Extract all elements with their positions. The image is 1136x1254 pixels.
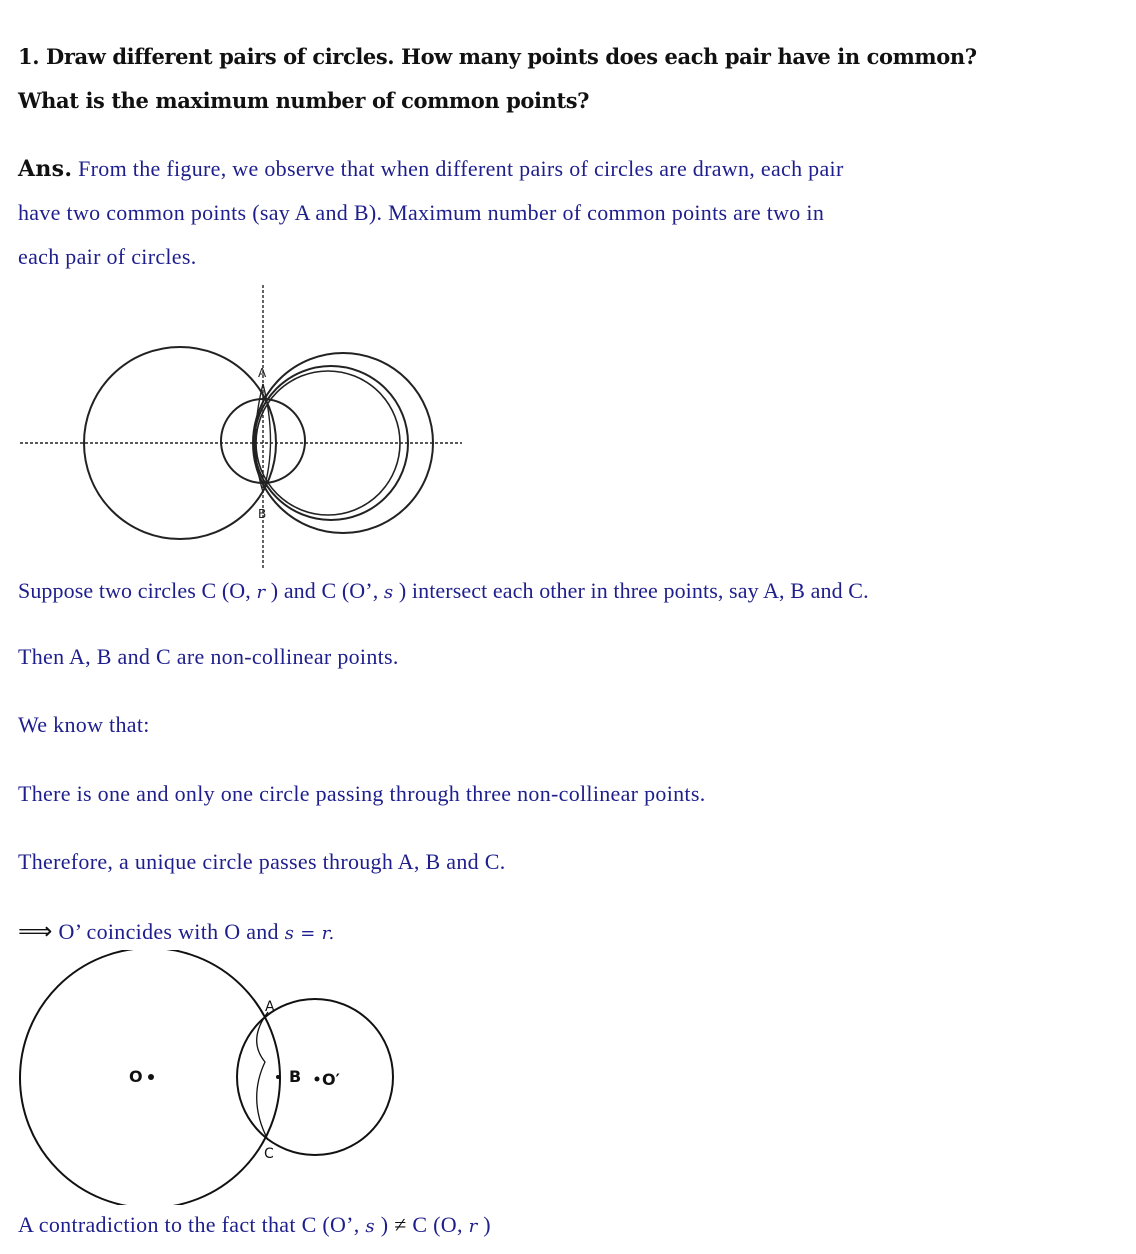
question-number: 1. — [18, 44, 40, 69]
question-line-1 — [18, 44, 977, 69]
figure-three-point-circles — [0, 950, 420, 1205]
question-line-2: What is the maximum number of common points? — [18, 88, 590, 113]
then-line: Then A, B and C are non-collinear points. — [18, 644, 399, 669]
arc-abc — [257, 1012, 268, 1140]
we-know-line: We know that: — [18, 712, 150, 737]
label-b: B — [289, 1067, 302, 1086]
contradiction-r: r — [468, 1216, 478, 1237]
implies-line — [18, 917, 335, 945]
label-o: O — [129, 1067, 143, 1086]
answer-label: Ans. — [18, 156, 73, 182]
therefore-line: Therefore, a unique circle passes through A, B and C. — [18, 849, 506, 874]
implies-text: O’ coincides with O and — [58, 919, 285, 944]
contradiction-text-2: ) — [374, 1212, 395, 1237]
there-is-line: There is one and only one circle passing through three non-collinear points. — [18, 781, 706, 806]
question-text-1: Draw different pairs of circles. How many points does each pair have in common? — [46, 44, 977, 69]
label-c: C — [264, 1146, 274, 1162]
implies-arrow-icon: ⟹ — [18, 917, 53, 945]
figure1-label-a: A — [258, 366, 267, 380]
figure1-label-b: B — [258, 507, 267, 521]
label-a: A — [265, 999, 275, 1015]
point-b-dot — [276, 1075, 280, 1079]
answer-line-3: each pair of circles. — [18, 244, 197, 269]
center-o-prime-dot — [315, 1077, 320, 1082]
suppose-text-2: ) and C (O’, — [265, 578, 384, 603]
answer-text-1: From the figure, we observe that when different pairs of circles are drawn, each pair — [78, 156, 844, 181]
circle-o-prime — [237, 999, 393, 1155]
contradiction-text-3: C (O, — [406, 1212, 469, 1237]
contradiction-s: s — [365, 1216, 375, 1237]
suppose-r: r — [256, 582, 266, 603]
center-o-dot — [148, 1074, 154, 1080]
suppose-line — [18, 578, 869, 604]
implies-equation: s = r. — [284, 923, 335, 944]
suppose-text-1: Suppose two circles C (O, — [18, 578, 257, 603]
contradiction-text-4: ) — [477, 1212, 491, 1237]
suppose-s: s — [383, 582, 394, 603]
answer-line-2: have two common points (say A and B). Maximum number of common points are two in — [18, 200, 825, 225]
suppose-text-3: ) intersect each other in three points, say A, B and C. — [393, 578, 869, 603]
contradiction-line — [18, 1212, 491, 1238]
answer-line-1 — [18, 156, 844, 182]
figure-circle-pairs — [0, 280, 480, 570]
not-equal-icon: ≠ — [394, 1212, 407, 1237]
label-o-prime: O′ — [322, 1070, 340, 1089]
contradiction-text-1: A contradiction to the fact that C (O’, — [18, 1212, 366, 1237]
